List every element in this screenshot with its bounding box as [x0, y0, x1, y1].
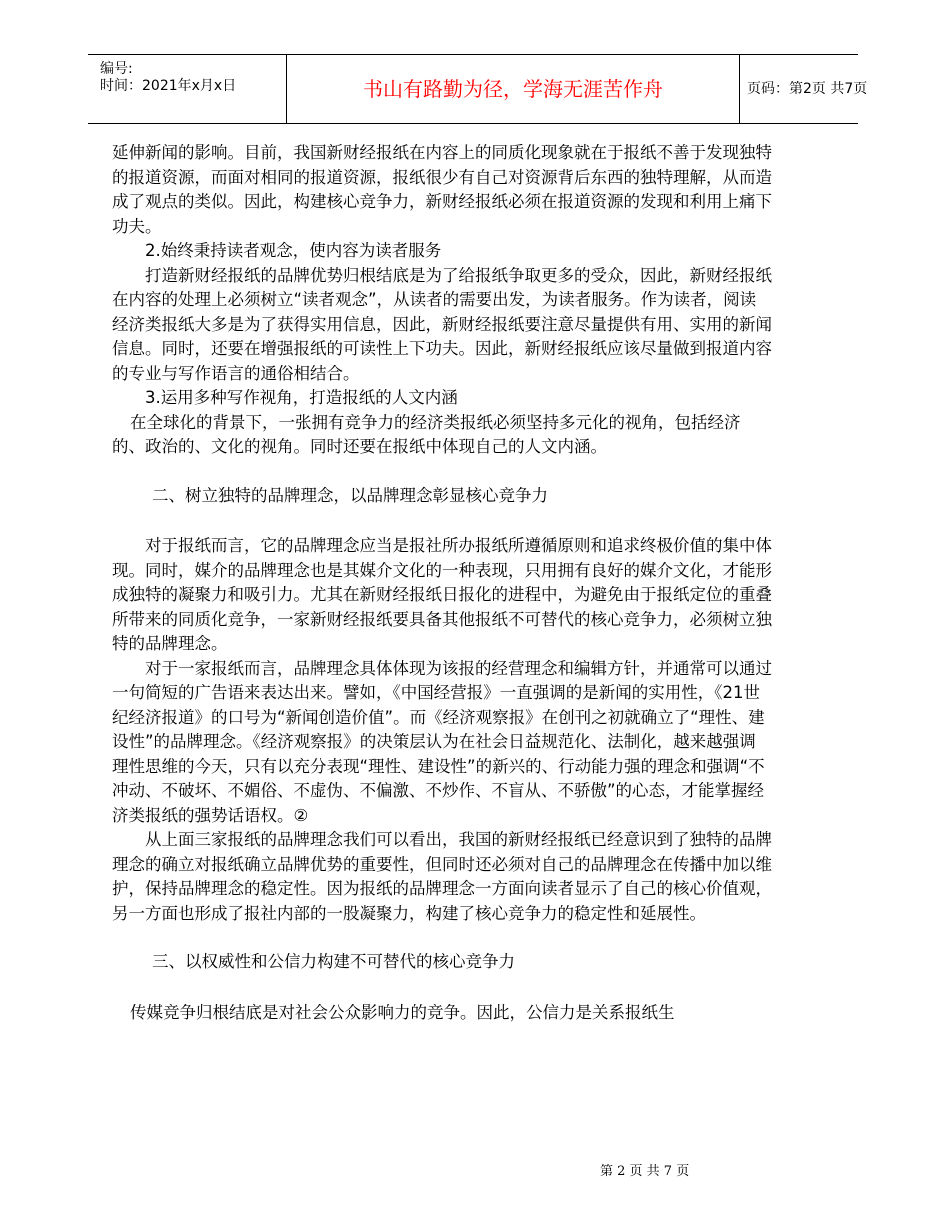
document-number-label: 编号:	[100, 61, 133, 77]
header-motto-cell	[286, 55, 740, 123]
paragraph-5: 对于一家报纸而言，品牌理念具体体现为该报的经营理念和编辑方针，并通常可以通过一句简短的广告语来表达出来。譬如，《中国经营报》一直强调的是新闻的实用性，《21世纪经济报道》的口号为“新闻创造价值”。而《经济观察报》在创刊之初就确立了“理性、建设性”的品牌理念。《经济观察报》的决策层认为在社会日益规范化、法制化，越来越强调理性思维的今天，只有以充分表现“理性、建设性”的新兴的、行动能力强的理念和强调“不冲动、不破坏、不媚俗、不虚伪、不偏激、不炒作、不盲从、不骄傲”的心态，才能掌握经济类报纸的强势话语权。②	[112, 658, 772, 825]
subheading-3: 3.运用多种写作视角，打造报纸的人文内涵	[145, 388, 458, 407]
document-time-label: 时间：2021年x月x日	[100, 78, 237, 94]
paragraph-3: 在全球化的背景下，一张拥有竞争力的经济类报纸必须坚持多元化的视角，包括经济的、政治的、文化的视角。同时还要在报纸中体现自己的人文内涵。	[112, 412, 741, 456]
header-page-cell	[739, 55, 868, 123]
paragraph-7: 传媒竞争归根结底是对社会公众影响力的竞争。因此，公信力是关系报纸生	[130, 1002, 675, 1022]
paragraph-2: 打造新财经报纸的品牌优势归根结底是为了给报纸争取更多的受众，因此，新财经报纸在内容的处理上必须树立“读者观念”，从读者的需要出发，为读者服务。作为读者，阅读经济类报纸大多是为了获得实用信息，因此，新财经报纸要注意尽量提供有用、实用的新闻信息。同时，还要在增强报纸的可读性上下功夫。因此，新财经报纸应该尽量做到报道内容的专业与写作语言的通俗相结合。	[112, 265, 772, 383]
page-header	[88, 54, 868, 124]
header-page-info: 页码：第2页 共7页	[747, 81, 868, 97]
document-body	[112, 141, 772, 1025]
paragraph-1: 延伸新闻的影响。目前，我国新财经报纸在内容上的同质化现象就在于报纸不善于发现独特的报道资源，而面对相同的报道资源，报纸很少有自己对资源背后东西的独特理解，从而造成了观点的类似。因此，构建核心竞争力，新财经报纸必须在报道资源的发现和利用上痛下功夫。	[112, 143, 772, 236]
paragraph-6: 从上面三家报纸的品牌理念我们可以看出，我国的新财经报纸已经意识到了独特的品牌理念的确立对报纸确立品牌优势的重要性，但同时还必须对自己的品牌理念在传播中加以维护，保持品牌理念的稳定性。因为报纸的品牌理念一方面向读者显示了自己的核心价值观，另一方面也形成了报社内部的一股凝聚力，构建了核心竞争力的稳定性和延展性。	[112, 830, 772, 923]
subheading-2: 2.始终秉持读者观念，使内容为读者服务	[145, 241, 442, 260]
section-heading-3: 三、以权威性和公信力构建不可替代的核心竞争力	[152, 952, 515, 971]
page-footer: 第 2 页 共 7 页	[600, 1164, 690, 1179]
header-motto: 书山有路勤为径，学海无涯苦作舟	[363, 77, 663, 101]
paragraph-4: 对于报纸而言，它的品牌理念应当是报社所办报纸所遵循原则和追求终极价值的集中体现。同时，媒介的品牌理念也是其媒介文化的一种表现，只用拥有良好的媒介文化，才能形成独特的凝聚力和吸引力。尤其在新财经报纸日报化的进程中，为避免由于报纸定位的重叠所带来的同质化竞争，一家新财经报纸要具备其他报纸不可替代的核心竞争力，必须树立独特的品牌理念。	[112, 536, 772, 653]
section-heading-2: 二、树立独特的品牌理念，以品牌理念彰显核心竞争力	[152, 485, 548, 505]
header-meta-cell	[88, 55, 286, 123]
